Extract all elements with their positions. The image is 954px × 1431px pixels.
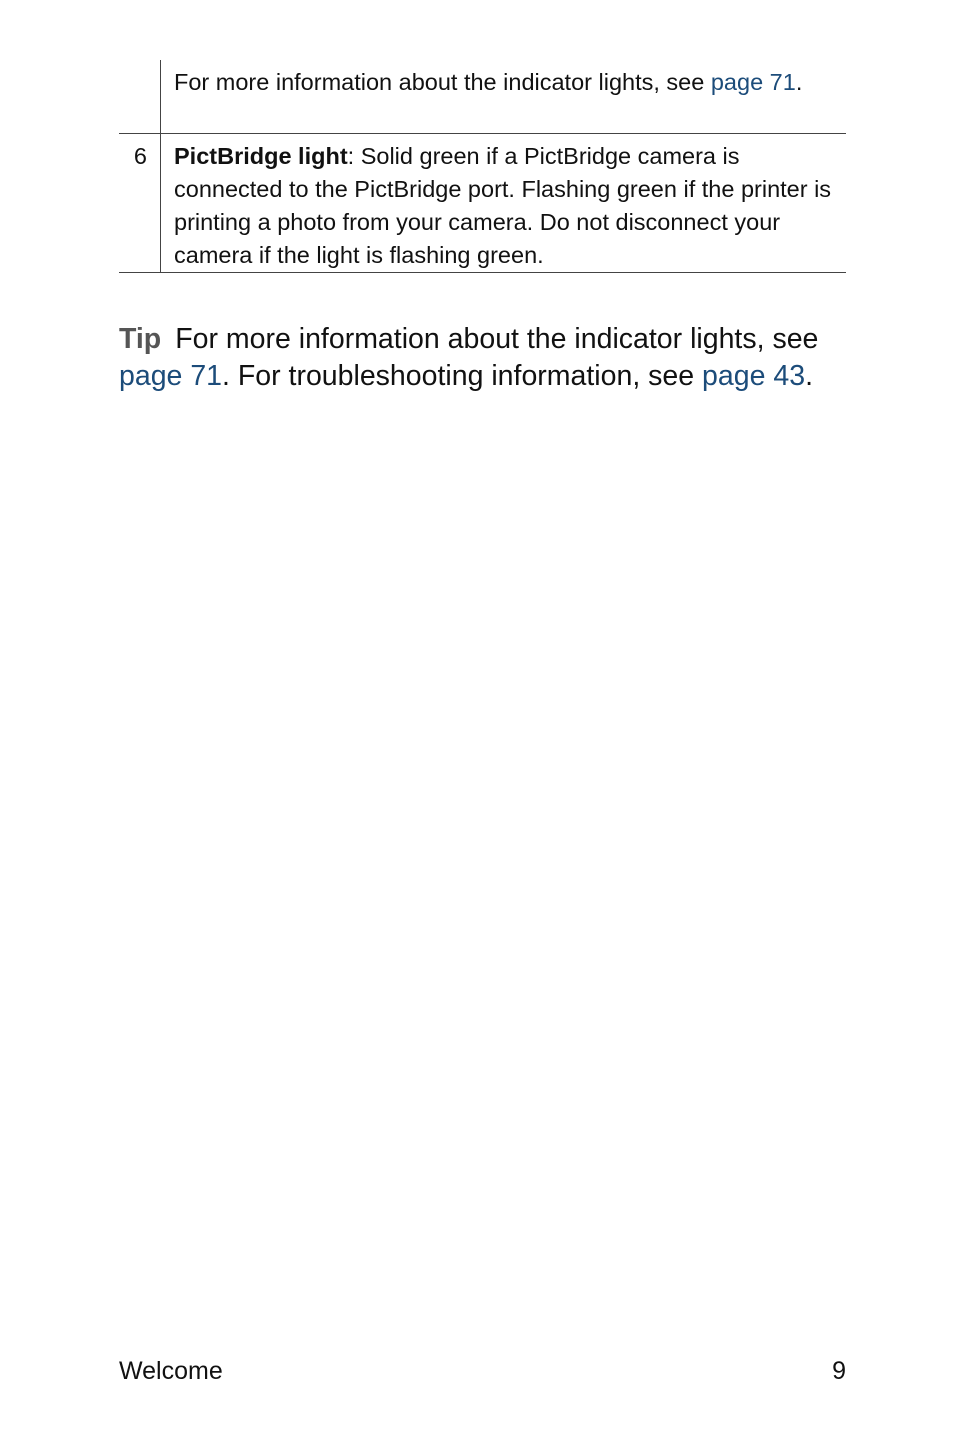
footer-page-number: 9 (832, 1357, 846, 1385)
row-term: PictBridge light (174, 143, 348, 169)
page-71-link[interactable]: page 71 (119, 360, 223, 392)
row-text-end: . (795, 69, 803, 95)
table-row (119, 60, 846, 134)
page-43-link[interactable]: page 43 (702, 360, 806, 392)
row-description (161, 134, 846, 272)
row-text: : Solid green if a PictBridge camera is connected to the PictBridge port. Flashing green if the printer is printing a photo from your camera. Do not disconnect your camera if the light is flashing green. (174, 143, 832, 268)
tip-text: For more information about the indicator lights, see (175, 323, 819, 355)
row-number: 6 (119, 134, 161, 272)
tip-text-end: . (805, 360, 813, 392)
footer-section-title: Welcome (119, 1357, 223, 1385)
tip-text: . For troubleshooting information, see (222, 360, 703, 392)
indicator-table (119, 60, 846, 273)
tip-label: Tip (119, 323, 162, 355)
row-description (161, 60, 846, 133)
tip-paragraph (119, 321, 839, 395)
row-number (119, 60, 161, 133)
table-row (119, 134, 846, 273)
page-71-link[interactable]: page 71 (710, 69, 796, 95)
row-text: For more information about the indicator lights, see (174, 69, 711, 95)
